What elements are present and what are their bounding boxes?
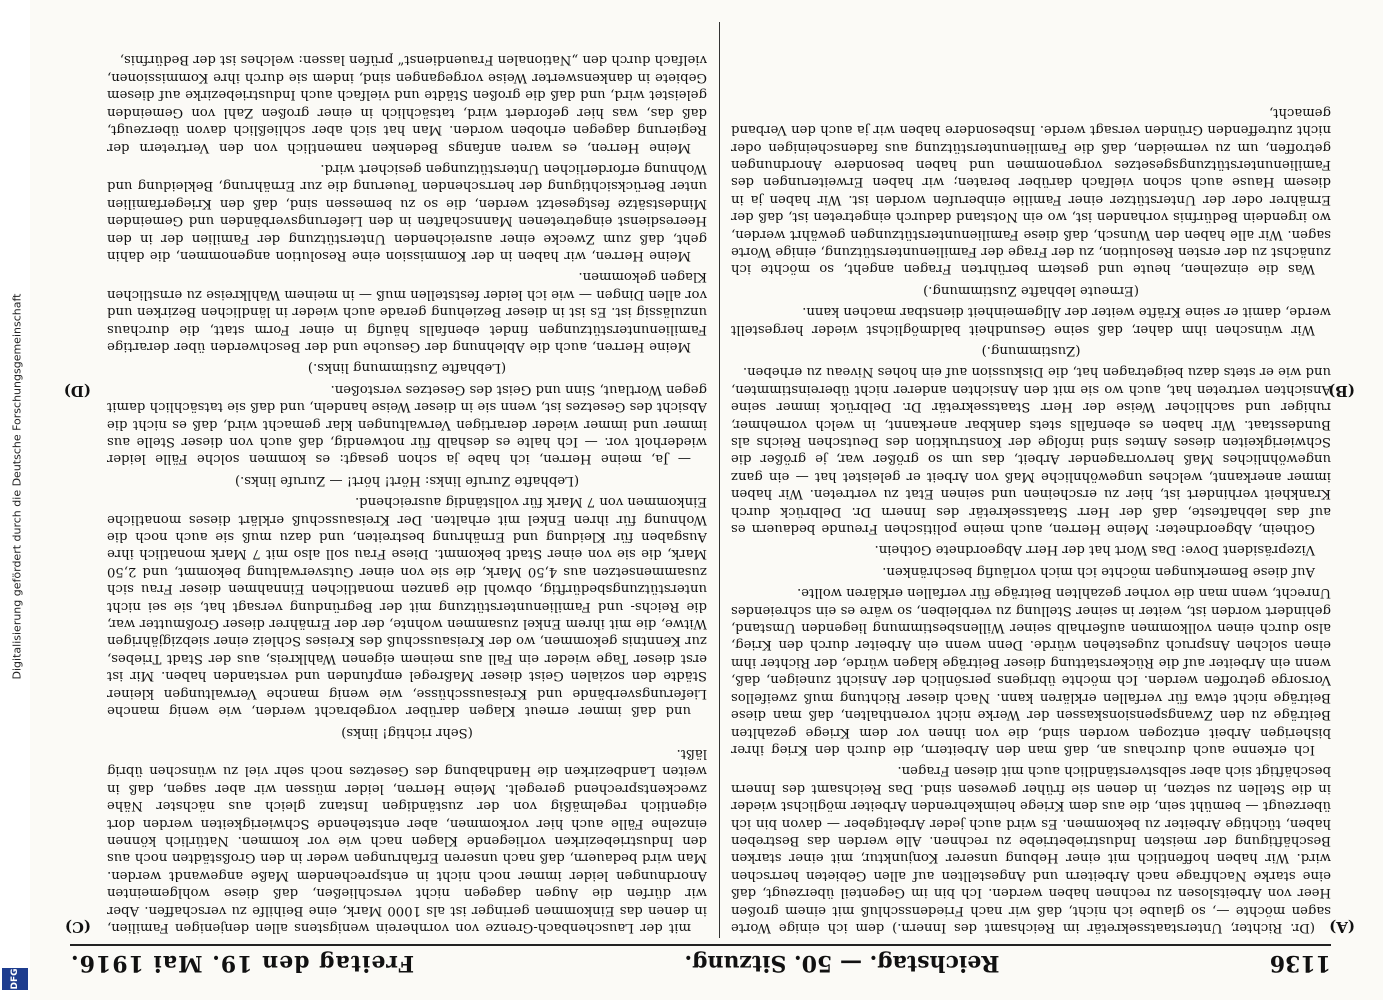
page-header <box>70 944 1331 980</box>
paragraph: Vizepräsident Dove: Das Wort hat der Herr Abgeordnete Gothein. <box>874 542 1315 558</box>
margin-mark-b: (B) <box>1328 382 1355 400</box>
page-number: 1136 <box>1269 950 1331 976</box>
scanned-page <box>30 0 1383 1000</box>
paragraph: Meine Herren, auch die Ablehnung der Gesuche und der Beschwerden über derartige Familienunterstützungen findet ebenfalls häufig in einer Form statt, die durchaus unzulässig ist. Es ist in dieser Beziehung gerade auch wieder in ländlichen Bezirken und vor allen Dingen — wie ich leider feststellen muß — in meinem Wahlkreise zu ernstlichen Klagen gekommen. <box>107 269 707 354</box>
paragraph: (Dr. Richter, Unterstaatssekretär im Reichsamt des Innern.) dem ich einige Worte sagen möchte —, so glaube ich nicht, daß wir nach Friedensschluß mit einem großen Heer von Arbeitslosen zu rechnen haben werden. Ich bin im Gegenteil überzeugt, daß eine starke Nachfrage nach Arbeitern und Angestellten auf allen Gebieten herrschen wird. Wir haben hoffentlich mit einer Hebung unserer Konjunktur, mit einer starken Beschäftigung der meisten Industriebetriebe zu rechnen. Alle werden das Bestreben haben, tüchtige Arbeiter zu bekommen. Es wird auch jeder Arbeitgeber — davon bin ich überzeugt — bemüht sein, die aus dem Kriege heimkehrenden Arbeiter möglichst wieder in die Stellen zu setzen, in denen sie früher gewesen sind. Das Reichsamt des Innern beschäftigt sich aber selbstverständlich auch mit diesen Fragen. <box>731 763 1331 935</box>
margin-mark-c: (C) <box>64 918 91 936</box>
paragraph: Wir wünschen ihm daher, daß seine Gesundheit baldmöglichst wieder hergestellt werde, damit er seine Kräfte weiter der Allgemeinheit dienstbar machen kann. <box>731 304 1331 337</box>
paragraph: — Ja, meine Herren, ich habe ja schon gesagt: es kommen solche Fälle leider wiederholt vor. — Ich halte es deshalb für notwendig, daß auch von dieser Stelle aus immer und immer wieder derartigen Verwaltungen klar gemacht wird, daß es nicht die Absicht des Gesetzes ist, wenn sie in dieser Weise handeln, und daß sie tatsächlich damit gegen Wortlaut, Sinn und Geist des Gesetzes verstoßen. <box>107 381 707 467</box>
interjection: (Lebhafte Zustimmung links.) <box>307 360 507 376</box>
paragraph: Ich erkenne auch durchaus an, daß man den Arbeitern, die durch den Krieg ihrer bisherigen Arbeit entzogen worden sind, die von ihnen vor dem Kriege gezahlten Beiträge zu den Zwangspensionskassen der Werke nicht vorenthalten, daß man diese Beiträge nicht etwa für verfallen erklären kann. Nach dieser Richtung muß zweifellos Vorsorge getroffen werden. Ich möchte übrigens persönlich der Ansicht zuneigen, daß, wenn ein Arbeiter auf die Rückerstattung dieser Beiträge klagen würde, der Richter ihm einen solchen Anspruch zugestehen würde. Denn wenn ein Arbeiter durch den Krieg, also durch einen vollkommen außerhalb seiner Willensbestimmung liegenden Umstand, gehindert worden ist, weiter in seiner Stellung zu verbleiben, so wäre es ein schreiendes Unrecht, wenn man die vorher gezahlten Beiträge für verfallen erklären wollte. <box>731 585 1331 757</box>
margin-mark-d: (D) <box>63 382 91 400</box>
paragraph: und daß immer erneut Klagen darüber vorgebracht werden, wie wenig manche Lieferungsverbände und Kreisausschüsse, wie wenig manche Verwaltungen kleiner Städte den sozialen Geist dieser Maßregel empfunden und verstanden haben. Mir ist erst dieser Tage wieder ein Fall aus meinem eigenen Wahlkreis, aus der Stadt Triebes, zur Kenntnis gekommen, wo der Kreisausschuß des Kreises Schleiz einer siebzigjährigen Witwe, die mit ihrem Enkel zusammen wohnte, der der Ernährer dieser Großmutter war, die Reichs- und Familienunterstützung mit der Begründung versagt hat, sie sei nicht unterstützungsbedürftig, obwohl die ganzen monatlichen Einnahmen dieser Frau sich zusammensetzen aus 4,50 Mark, die sie von einer Gutsverwaltung bekommt, und 2,50 Mark, die sie von einer Stadt bekommt. Diese Frau soll also mit 7 Mark monatlich ihre Ausgaben für Kleidung und Ernährung bestreiten, und dazu muß sie auch noch die Wohnung für ihren Enkel mit erhalten. Der Kreisausschuß erklärt dieses monatliche Einkommen von 7 Mark für vollständig ausreichend. <box>107 494 707 719</box>
paragraph: Gothein, Abgeordneter: Meine Herren, auch meine politischen Freunde bedauern es auf das lebhafteste, daß der Herr Staatssekretär des Innern Dr. Delbrück durch Krankheit verhindert ist, hier zu erscheinen und seinen Etat zu vertreten. Wir haben immer anerkannt, welches ungewöhnliche Maß von Arbeit er geleistet hat — ein ganz ungewöhnliches Maß hervorragender Arbeit, das um so größer war, je größer die Schwierigkeiten dieses Amtes sind infolge der Konstruktion des Deutschen Reichs als Bundesstaat. Wir haben es ebenfalls stets dankbar anerkannt, in welch vornehmer, ruhiger und sachlicher Weise der Herr Staatssekretär Dr. Delbrück immer seine Ansichten vertreten hat, auch wo sie mit den Ansichten anderer nicht übereinstimmten, und wie er stets dazu beigetragen hat, die Diskussion auf ein hohes Niveau zu erheben. <box>731 364 1331 537</box>
digitization-sidebar <box>0 0 30 1000</box>
interjection: (Lebhafte Zurufe links: Hört! hört! — Zurufe links.) <box>234 472 580 488</box>
funding-credit: Digitalisierung gefördert durch die Deutsche Forschungsgemeinschaft <box>10 293 24 680</box>
left-text-column <box>731 24 1331 936</box>
paragraph: Meine Herren, es waren anfangs Bedenken namentlich von den Vertretern der Regierung dagegen erhoben worden. Man hat sich aber schließlich davon überzeugt, daß das, was hier gefordert wird, tatsächlich in einer großen Zahl von Gemeinden geleistet wird, und daß die großen Städte und vielfach auch Industriebezirke auf diesem Gebiete in dankenswerter Weise vorgegangen sind, indem sie durch ihre Kommissionen, vielfach durch den „Nationalen Frauendienst“ prüfen lassen: welches ist der Bedürfnis, <box>107 52 707 155</box>
column-divider <box>719 22 720 938</box>
page-title: Reichstag. — 50. Sitzung. <box>684 950 1000 976</box>
paragraph: Meine Herren, wir haben in der Kommission eine Resolution angenommen, die dahin geht, daß zum Zwecke einer ausreichenden Unterstützung der Familien der in den Heeresdienst eingetretenen Mannschaften in den Lieferungsverbänden und Gemeinden Mindestsätze festgesetzt werden, die so zu bemessen sind, daß den Kriegerfamilien unter Berücksichtigung der herrschenden Teuerung die zur Ernährung, Bekleidung und Wohnung erforderlichen Unterstützungen gesichert wird. <box>107 160 707 263</box>
paragraph: Auf diese Bemerkungen möchte ich mich vorläufig beschränken. <box>882 563 1315 579</box>
interjection: (Sehr richtig! links) <box>341 724 473 740</box>
dfg-logo: DFG <box>2 968 28 990</box>
interjection: (Erneute lebhafte Zustimmung.) <box>923 282 1139 298</box>
margin-mark-a: (A) <box>1329 918 1355 936</box>
paragraph: mit der Lauschenbach-Grenze von vornherein wenigstens allen denjenigen Familien, in denen das Einkommen geringer ist als 1000 Mark, eine Beihilfe zu verschaffen. Aber wir dürfen die Augen dagegen nicht verschließen, daß diese wohlgemeinten Anordnungen leider immer noch nicht in entsprechendem Maße angewandt werden. Man wird bedauern, daß nach unseren Erfahrungen weder in den Großstädten noch aus den Industriebezirken vorliegende Klagen nach wie vor kommen. Natürlich können einzelne Fälle auch hier vorkommen, aber entstehende Schwierigkeiten werden dort eigentlich regelmäßig von der zuständigen Instanz gleich aus nächster Nähe zweckentsprechend geregelt. Meine Herren, leider müssen wir aber sagen, daß in weiten Landbezirken die Handhabung des Gesetzes noch sehr viel zu wünschen übrig läßt. <box>107 745 707 935</box>
interjection: (Zustimmung.) <box>981 343 1081 358</box>
rotated-page-content <box>30 0 1383 1000</box>
session-date: Freitag den 19. Mai 1916. <box>70 950 415 976</box>
right-text-column <box>107 24 707 936</box>
paragraph: Was die einzelnen, heute und gestern berührten Fragen angeht, so möchte ich zunächst zu der ersten Resolution, zu der Frage der Familienunterstützung, einige Worte sagen. Wir alle haben den Wunsch, daß diese Familienunterstützungen gewährt werden, wo irgendein Bedürfnis vorhanden ist, wo ein Notstand dadurch eingetreten ist, daß der Ernährer oder der Unterstützer einer Familie einberufen worden ist. Wir haben ja in diesem Hause auch schon vielfach darüber beraten; wir haben Erweiterungen des Familienunterstützungsgesetzes vorgenommen und haben besondere Anordnungen getroffen, um zu vermeiden, daß die Familienunterstützung aus fadenscheinigen oder nicht zutreffenden Gründen versagt werde. Insbesondere haben wir ja auch den Verband gemacht, <box>731 104 1331 277</box>
